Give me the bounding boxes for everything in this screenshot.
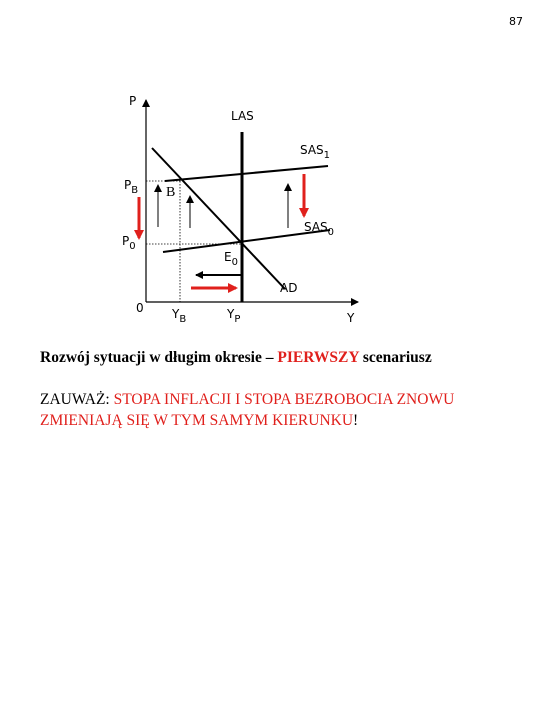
ad-curve: [152, 148, 285, 289]
e0-label: $E_0$: [224, 250, 238, 268]
note-prefix: ZAUWAŻ:: [40, 391, 114, 408]
yb-label: $Y_B$: [172, 307, 187, 325]
caption-prefix: Rozwój sytuacji w długim okresie –: [40, 349, 278, 366]
caption-suffix: scenariusz: [358, 349, 432, 366]
y-axis-label: Y: [347, 311, 355, 325]
sas1-label: $SAS_1$: [300, 143, 331, 161]
p0-label: $P_0$: [122, 234, 136, 252]
note-highlight: STOPA INFLACJI I STOPA BEZROBOCIA ZNOWU ZMIENIAJĄ SIĘ W TYM SAMYM KIERUNKU: [40, 391, 455, 429]
yp-label: $Y_P$: [227, 307, 241, 325]
ad-label: AD: [280, 281, 298, 295]
b-point-label: B: [166, 185, 176, 200]
caption-highlight: PIERWSZY: [277, 349, 359, 366]
page-number: 87: [509, 15, 523, 28]
p-axis-label: P: [129, 94, 137, 108]
caption: [40, 349, 432, 367]
ad-as-diagram: [0, 0, 540, 330]
origin-label: 0: [136, 301, 144, 315]
pb-label: $P_B$: [124, 178, 139, 196]
las-label: LAS: [231, 109, 254, 123]
note: [40, 389, 510, 431]
note-suffix: !: [353, 412, 359, 429]
sas0-label: $SAS_0$: [304, 220, 335, 238]
